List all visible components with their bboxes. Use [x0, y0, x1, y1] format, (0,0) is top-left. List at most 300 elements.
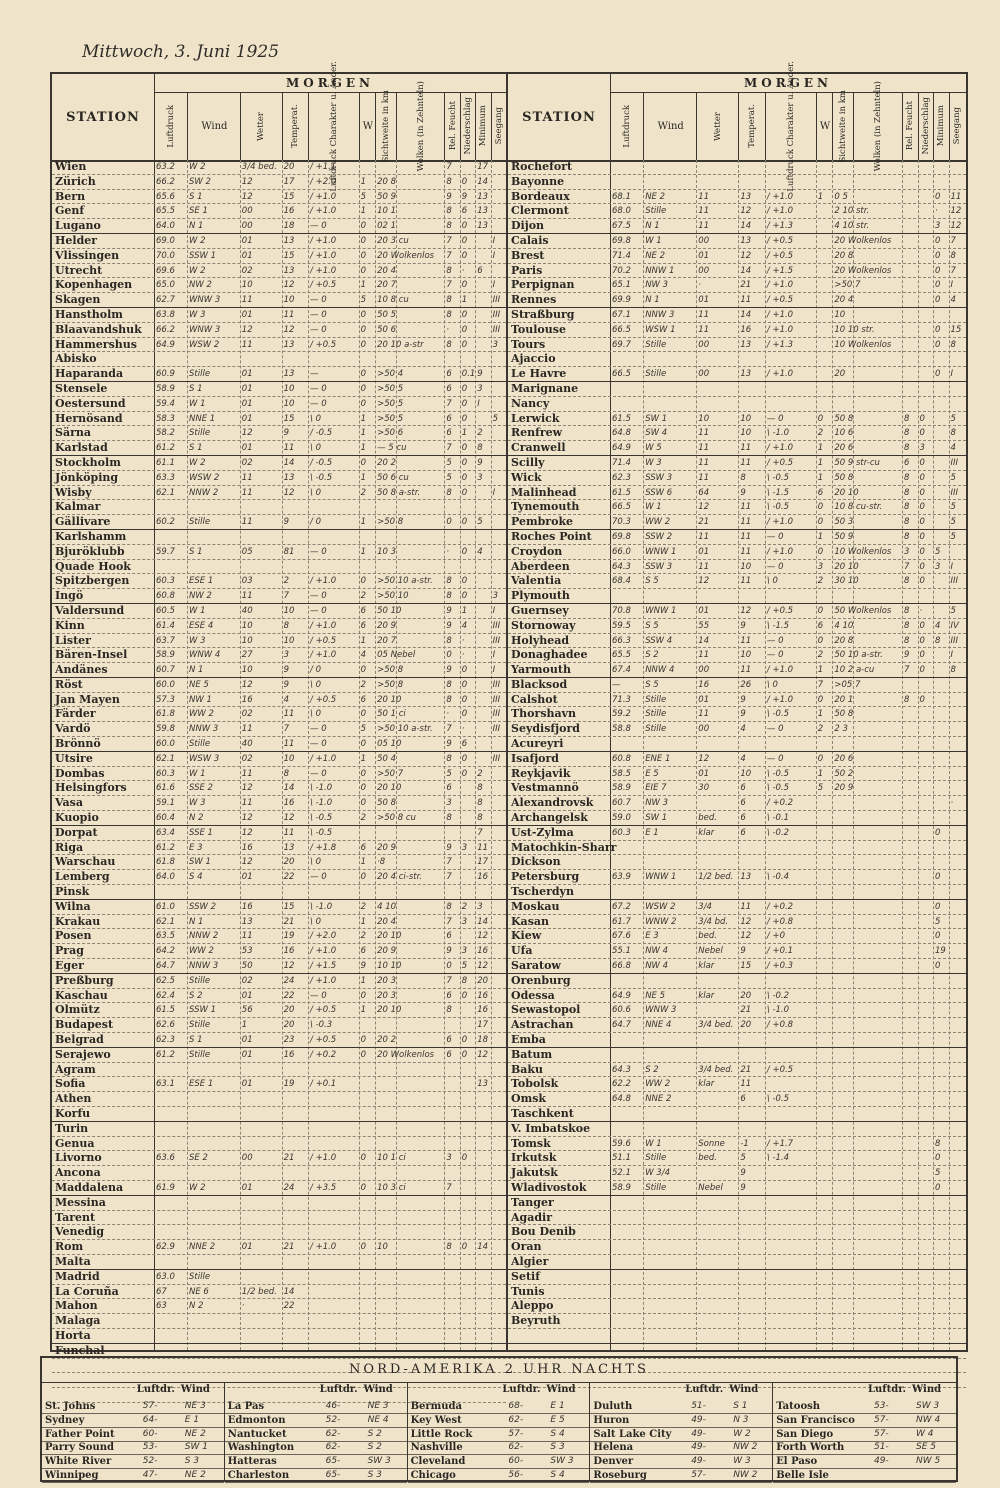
cell: W 2	[189, 235, 206, 246]
cell: \ 0	[310, 709, 321, 720]
na-wind: W 4	[915, 1428, 934, 1439]
na-wind: E 1	[550, 1401, 565, 1411]
cell: NE 5	[189, 679, 209, 690]
cell: 61.5	[156, 1005, 175, 1016]
cell: 21	[283, 916, 295, 927]
cell: 9	[477, 457, 483, 468]
table-row	[52, 1196, 506, 1211]
cell: 58.9	[612, 783, 631, 794]
cell: 5	[360, 191, 367, 202]
station-name: Jan Mayen	[55, 692, 120, 706]
cell: \ -1.0	[310, 783, 333, 794]
cell: SSW 2	[189, 901, 217, 912]
station-name: Dijon	[511, 219, 545, 233]
na-station: Sydney	[45, 1414, 85, 1426]
cell: W 3	[189, 798, 206, 809]
cell: 12	[740, 206, 752, 217]
cell: 20 4	[834, 295, 854, 306]
cell: 12	[477, 931, 489, 942]
cell: 7	[950, 265, 956, 276]
station-name: Irkutsk	[511, 1151, 557, 1165]
na-wind-header: Wind	[180, 1384, 210, 1395]
cell: 0	[935, 931, 941, 942]
cell: 6	[446, 1049, 452, 1060]
cell: 11	[740, 635, 752, 646]
cell: 3	[492, 591, 499, 602]
cell: 12	[477, 961, 489, 972]
cell: 11	[283, 443, 295, 454]
left-col-header: Minimum	[475, 92, 491, 160]
cell: 12	[740, 250, 752, 261]
cell: >50 5	[377, 413, 404, 424]
cell: E 3	[645, 931, 659, 942]
cell: 0	[935, 250, 941, 261]
cell: 14	[283, 457, 295, 468]
table-row	[52, 1063, 506, 1078]
table-row	[508, 441, 966, 456]
table-row	[508, 560, 966, 575]
cell: 0	[461, 1049, 468, 1060]
cell: 66.8	[612, 961, 631, 972]
cell: 01	[241, 1049, 253, 1060]
table-row	[508, 1137, 966, 1152]
cell: 51.1	[612, 1153, 631, 1164]
cell: I	[492, 250, 496, 261]
cell: 00	[241, 221, 253, 232]
cell: 10	[283, 295, 295, 306]
na-luftdr: 57-	[508, 1428, 524, 1439]
na-wind: S 1	[733, 1401, 748, 1411]
station-name: Preßburg	[55, 973, 114, 987]
na-station: Winnipeg	[45, 1470, 99, 1481]
na-row	[225, 1428, 407, 1442]
table-row	[508, 929, 966, 944]
cell: III	[950, 457, 959, 468]
cell: / +3.5	[310, 1182, 337, 1193]
na-station: Nantucket	[227, 1428, 287, 1440]
station-name: Blaavandshuk	[55, 322, 142, 336]
cell: 0	[461, 398, 468, 409]
cell: 65.5	[156, 206, 175, 217]
cell: \ 0	[766, 576, 778, 587]
na-row	[408, 1469, 590, 1483]
cell: 3/4	[698, 901, 712, 912]
cell: \ 0	[310, 443, 321, 454]
cell: 01	[241, 398, 253, 409]
na-luftdr-header: Luftdr.	[136, 1384, 175, 1395]
cell: 12	[477, 1049, 489, 1060]
na-station: Salt Lake City	[593, 1428, 672, 1440]
na-luftdr: 64-	[142, 1414, 158, 1425]
cell: 8	[446, 206, 452, 217]
cell: 0	[817, 413, 824, 424]
cell: / +0.5	[766, 295, 794, 306]
cell: 20 6	[834, 443, 854, 454]
cell: WNW 1	[645, 872, 677, 883]
cell: / +1.1	[310, 162, 337, 172]
station-name: Utsire	[55, 751, 93, 765]
cell: 50 8 a-str.	[377, 487, 421, 498]
cell: N 2	[189, 1301, 204, 1312]
cell: WSW 2	[645, 901, 676, 912]
cell: 0	[461, 339, 468, 350]
na-luftdr: 68-	[508, 1401, 524, 1411]
cell: NW 2	[189, 591, 212, 602]
right-morgen-header: MORGEN	[610, 74, 966, 93]
cell: S 1	[189, 443, 203, 454]
cell: W 1	[645, 1138, 662, 1149]
cell: 8	[477, 443, 483, 454]
cell: — 0	[310, 398, 327, 409]
cell: / +2.0	[310, 176, 337, 187]
table-row	[52, 944, 506, 959]
cell: 0	[461, 753, 468, 764]
table-row	[52, 412, 506, 427]
cell: 20 10	[834, 487, 859, 498]
cell: 4	[360, 650, 367, 661]
cell: 0.1	[461, 369, 476, 380]
cell: — 0	[310, 990, 327, 1001]
cell: 20	[740, 990, 752, 1001]
na-luftdr-header: Luftdr.	[867, 1384, 907, 1395]
cell: 11	[241, 931, 253, 942]
cell: 8	[950, 428, 956, 439]
table-row	[508, 796, 966, 811]
cell: 11	[241, 724, 253, 735]
right-col-header: Luftdruck Charakter u. Änder.	[765, 92, 817, 160]
cell: 0	[360, 265, 367, 276]
cell: 12	[283, 813, 295, 824]
table-row	[508, 219, 966, 234]
table-row	[508, 486, 966, 501]
cell: 20 4	[377, 265, 397, 276]
station-name: Orenburg	[511, 973, 571, 987]
cell: ·8	[377, 857, 386, 868]
table-row	[52, 619, 506, 634]
table-row	[508, 190, 966, 205]
cell: S 1	[189, 383, 203, 394]
station-name: Wisby	[55, 485, 92, 499]
cell: / +0.5	[310, 1035, 337, 1046]
cell: 65.1	[612, 280, 631, 291]
cell: III	[492, 309, 501, 320]
cell: 14	[477, 1242, 489, 1253]
table-row	[508, 1092, 966, 1107]
cell: S 5	[645, 576, 659, 587]
cell: 8	[904, 620, 910, 631]
cell: 56	[241, 1005, 253, 1016]
na-wind: NW 2	[733, 1442, 758, 1453]
cell: / +1.3	[766, 339, 794, 350]
cell: S 1	[189, 191, 203, 202]
na-row	[42, 1428, 224, 1442]
cell: 12	[283, 280, 295, 291]
cell: WNW 1	[645, 546, 677, 557]
table-row	[52, 767, 506, 782]
cell: 1	[817, 768, 824, 779]
left-col-header: Wind	[187, 92, 241, 160]
cell: Nebel	[698, 946, 723, 957]
na-row	[408, 1455, 590, 1469]
station-name: Skagen	[55, 293, 101, 307]
table-row	[52, 929, 506, 944]
station-name: Serajewo	[55, 1047, 111, 1061]
station-name: Malaga	[55, 1314, 101, 1328]
na-luftdr: 52-	[142, 1456, 158, 1467]
station-name: Bordeaux	[511, 189, 570, 203]
cell: 02	[241, 753, 253, 764]
cell: WNW 4	[189, 650, 221, 661]
station-name: Ajaccio	[511, 352, 556, 366]
table-row	[52, 1107, 506, 1122]
cell: E 3	[189, 842, 203, 853]
cell: 11	[241, 768, 253, 779]
na-row	[225, 1414, 407, 1428]
station-name: Hammershus	[55, 337, 137, 351]
cell: 9	[446, 605, 452, 616]
cell: 2	[360, 487, 367, 498]
na-station: Duluth	[593, 1401, 633, 1412]
station-name: Hernösand	[55, 411, 123, 425]
station-name: Wien	[55, 160, 87, 173]
na-wind: S 4	[550, 1470, 565, 1480]
station-name: Riga	[55, 840, 84, 854]
cell: >50 7	[834, 280, 861, 291]
cell: 01	[241, 990, 253, 1001]
table-row	[508, 1314, 966, 1329]
cell: 7	[904, 665, 910, 676]
station-name: Malinhead	[511, 485, 577, 499]
cell: ·	[919, 605, 923, 616]
cell: ·	[446, 546, 450, 557]
cell: 11	[241, 591, 253, 602]
cell: III	[492, 679, 501, 690]
cell: 12	[283, 961, 295, 972]
cell: 19	[283, 931, 295, 942]
station-name: Athen	[55, 1092, 92, 1106]
station-name: Kinn	[55, 618, 85, 632]
station-name: Tobolsk	[511, 1077, 559, 1091]
cell: 11	[241, 339, 253, 350]
cell: 3	[477, 901, 483, 912]
cell: / +0.2	[766, 798, 794, 809]
cell: 11	[740, 443, 752, 454]
na-station: Little Rock	[410, 1428, 473, 1440]
cell: 9	[740, 709, 746, 720]
table-row	[52, 486, 506, 501]
cell: / +1.0	[766, 546, 794, 557]
cell: 10	[241, 635, 253, 646]
na-station: Helena	[593, 1442, 634, 1454]
cell: klar	[698, 990, 715, 1001]
table-row	[52, 574, 506, 589]
cell: 2	[461, 901, 468, 912]
cell: 67.2	[612, 901, 631, 912]
cell: 00	[698, 265, 710, 276]
cell: Stille	[645, 1182, 667, 1193]
cell: 62.1	[156, 753, 175, 764]
right-rows	[508, 160, 966, 1388]
cell: / +1.0	[310, 576, 337, 587]
na-row	[773, 1469, 956, 1483]
cell: 30 10	[834, 576, 859, 587]
cell: 63.9	[612, 872, 631, 883]
table-row	[508, 900, 966, 915]
na-wind: SW 1	[184, 1442, 208, 1453]
cell: 13	[283, 472, 295, 483]
cell: 0	[919, 413, 925, 424]
na-luftdr: 51-	[691, 1401, 706, 1411]
table-row	[508, 293, 966, 308]
cell: 11	[241, 798, 253, 809]
cell: 14	[698, 635, 710, 646]
na-wind: NW 2	[733, 1470, 758, 1480]
cell: 1	[817, 457, 824, 468]
table-row	[508, 1270, 966, 1285]
left-col-header: Wetter	[240, 92, 283, 160]
station-name: Korfu	[55, 1107, 91, 1120]
cell: 0	[935, 1153, 941, 1164]
cell: 13	[283, 235, 295, 246]
cell: 10	[740, 413, 752, 424]
cell: Stille	[189, 1049, 211, 1060]
cell: 62.2	[612, 1079, 631, 1090]
table-row	[52, 1314, 506, 1329]
na-wind: W 3	[733, 1456, 751, 1467]
cell: / +1.0	[766, 309, 794, 320]
cell: WNW 3	[189, 295, 221, 306]
station-name: Reykjavik	[511, 766, 571, 780]
cell: 20	[283, 1005, 295, 1016]
cell: 11	[283, 739, 295, 750]
station-name: Algier	[511, 1254, 549, 1268]
cell: 3/4 bed.	[241, 162, 277, 172]
na-luftdr-header: Luftdr.	[502, 1384, 541, 1395]
cell: / 0	[310, 517, 321, 528]
cell: 01	[241, 1079, 253, 1090]
cell: 01	[698, 250, 710, 261]
table-row	[52, 1270, 506, 1285]
cell: 1/2 bed.	[241, 1286, 277, 1297]
table-row	[508, 752, 966, 767]
cell: ·	[950, 798, 954, 809]
cell: 20	[283, 857, 295, 868]
na-station: Parry Sound	[45, 1442, 114, 1454]
cell: 0	[360, 665, 367, 676]
station-name: Karlshamm	[55, 529, 127, 543]
cell: / +0.5	[766, 1064, 794, 1075]
station-name: Le Havre	[511, 367, 567, 381]
station-name: Jönköping	[55, 470, 119, 484]
cell: 60.8	[156, 591, 175, 602]
station-name: Paris	[511, 263, 543, 277]
cell: klar	[698, 961, 715, 972]
table-row	[52, 204, 506, 219]
cell: 66.5	[612, 369, 631, 380]
cell: — 0	[310, 739, 327, 750]
cell: >50 5	[377, 398, 404, 409]
right-col-header: Wetter	[696, 92, 739, 160]
cell: 3	[919, 443, 925, 454]
cell: 58.5	[612, 768, 631, 779]
cell: 11	[698, 709, 710, 720]
cell: 23	[283, 1035, 295, 1046]
cell: 12	[241, 324, 253, 335]
right-col-header: Seegang	[949, 92, 965, 160]
cell: 6	[360, 694, 367, 705]
station-name: Dickson	[511, 855, 561, 869]
table-row	[508, 204, 966, 219]
cell: WSW 3	[189, 753, 220, 764]
cell: 71.4	[612, 457, 631, 468]
table-row	[508, 826, 966, 841]
cell: NNE 2	[189, 1242, 216, 1253]
cell: 8	[283, 620, 290, 631]
cell: 8	[904, 413, 910, 424]
cell: I	[950, 561, 954, 572]
cell: ESE 1	[189, 1079, 214, 1090]
cell: SSE 1	[189, 827, 213, 838]
cell: 19	[283, 1079, 295, 1090]
na-wind: NE 2	[184, 1470, 206, 1480]
station-name: Scilly	[511, 455, 545, 469]
cell: / +1.0	[766, 443, 794, 454]
station-name: Jakutsk	[511, 1166, 558, 1180]
cell: 0	[461, 709, 468, 720]
cell: — 0	[766, 413, 784, 424]
na-row	[225, 1455, 407, 1469]
cell: 66.3	[612, 635, 631, 646]
station-name: Kasan	[511, 914, 550, 928]
right-col-header: Sichtweite in km	[832, 92, 854, 160]
na-luftdr: 60-	[142, 1428, 158, 1439]
cell: \ -0.5	[310, 472, 333, 483]
station-name: Kuopio	[55, 811, 99, 825]
cell: 4	[740, 724, 746, 735]
right-col-header: Wind	[643, 92, 697, 160]
cell: I	[492, 605, 496, 616]
cell: 12	[698, 576, 710, 587]
cell: 9	[740, 487, 746, 498]
cell: 20 10	[377, 783, 402, 794]
cell: 0	[919, 620, 925, 631]
cell: I	[492, 665, 496, 676]
cell: / +1.0	[310, 250, 337, 261]
cell: / +1.0	[310, 235, 337, 246]
cell: 0	[446, 961, 452, 972]
cell: 8	[904, 635, 910, 646]
cell: 20 7	[377, 280, 397, 291]
cell: 50 8	[834, 472, 854, 483]
cell: 55	[698, 620, 710, 631]
cell: 0	[919, 561, 925, 572]
cell: 27	[241, 650, 253, 661]
cell: 8	[740, 472, 746, 483]
cell: 14	[477, 916, 489, 927]
cell: 0	[360, 324, 367, 335]
table-row	[52, 367, 506, 382]
cell: 70.3	[612, 517, 631, 528]
cell: 0	[935, 827, 941, 838]
na-wind-header: Wind	[363, 1384, 393, 1395]
station-name: Kopenhagen	[55, 278, 133, 292]
station-name: Karlstad	[55, 441, 108, 455]
cell: 9	[446, 739, 452, 750]
cell: 01	[241, 872, 253, 883]
right-col-header: Niederschlag	[918, 92, 934, 160]
station-name: Lerwick	[511, 411, 560, 425]
cell: Stille	[189, 517, 211, 528]
